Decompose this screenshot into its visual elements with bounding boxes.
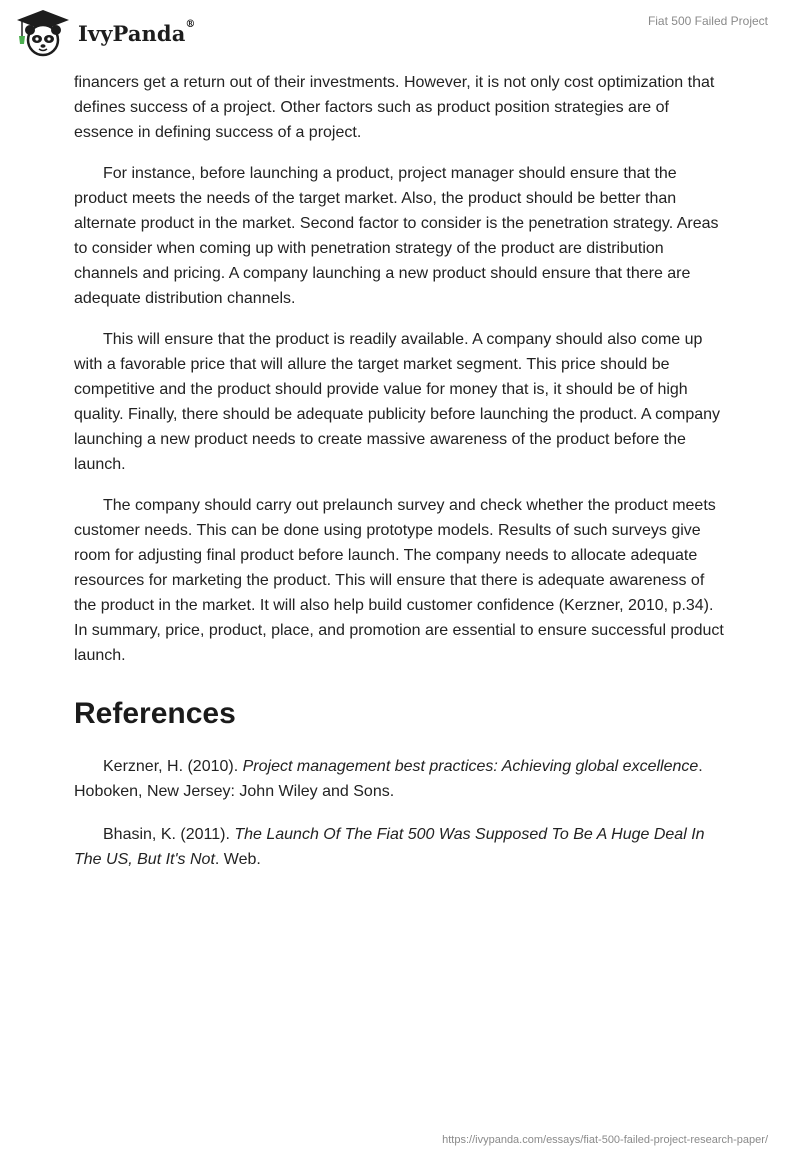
- reference-item: [74, 822, 726, 872]
- essay-content: [74, 70, 726, 890]
- logo-wordmark: IvyPanda®: [78, 18, 196, 46]
- reference-publisher: . Hoboken, New Jersey: John Wiley and Sons.: [74, 758, 703, 800]
- source-url-link[interactable]: https://ivypanda.com/essays/fiat-500-failed-project-research-paper/: [442, 1134, 768, 1146]
- reference-item: [74, 754, 726, 804]
- panda-graduate-icon: [14, 8, 72, 58]
- references-heading: References: [74, 697, 236, 730]
- page-header: [0, 0, 800, 64]
- body-paragraph: The company should carry out prelaunch survey and check whether the product meets customer needs. This can be done using prototype models. Results of such surveys give room for adjusting final product before launch. The company needs to allocate adequate resources for marketing the product. This will ensure that there is adequate awareness of the product in the market. It will also help build customer confidence (Kerzner, 2010, p.34). In summary, price, product, place, and promotion are essential to ensure successful product launch.: [74, 497, 724, 664]
- registered-mark: ®: [185, 18, 196, 30]
- reference-author: Kerzner, H. (2010).: [103, 758, 243, 775]
- body-paragraph: financers get a return out of their investments. However, it is not only cost optimization that defines success of a project. Other factors such as product position strategies are of essence in defining success of a project.: [74, 74, 715, 141]
- ivypanda-logo[interactable]: [14, 8, 196, 58]
- reference-title: The Launch Of The Fiat 500 Was Supposed To Be A Huge Deal In The US, But It's Not: [74, 826, 705, 868]
- reference-title: Project management best practices: Achieving global excellence: [242, 758, 699, 775]
- body-paragraph: This will ensure that the product is readily available. A company should also come up with a favorable price that will allure the target market segment. This price should be competitive and the product should provide value for money that is, it should be of high quality. Finally, there should be adequate publicity before launching the product. A company launching a new product needs to create massive awareness of the product before the launch.: [74, 331, 721, 473]
- reference-publisher: . Web.: [214, 851, 261, 868]
- reference-author: Bhasin, K. (2011).: [103, 826, 235, 843]
- document-title: Fiat 500 Failed Project: [647, 14, 768, 28]
- body-paragraph: For instance, before launching a product, project manager should ensure that the product meets the needs of the target market. Also, the product should be better than alternate product in the market. Second factor to consider is the penetration strategy. Areas to consider when coming up with penetration strategy of the product are distribution channels and pricing. A company launching a new product should ensure that there are adequate distribution channels.: [74, 165, 719, 307]
